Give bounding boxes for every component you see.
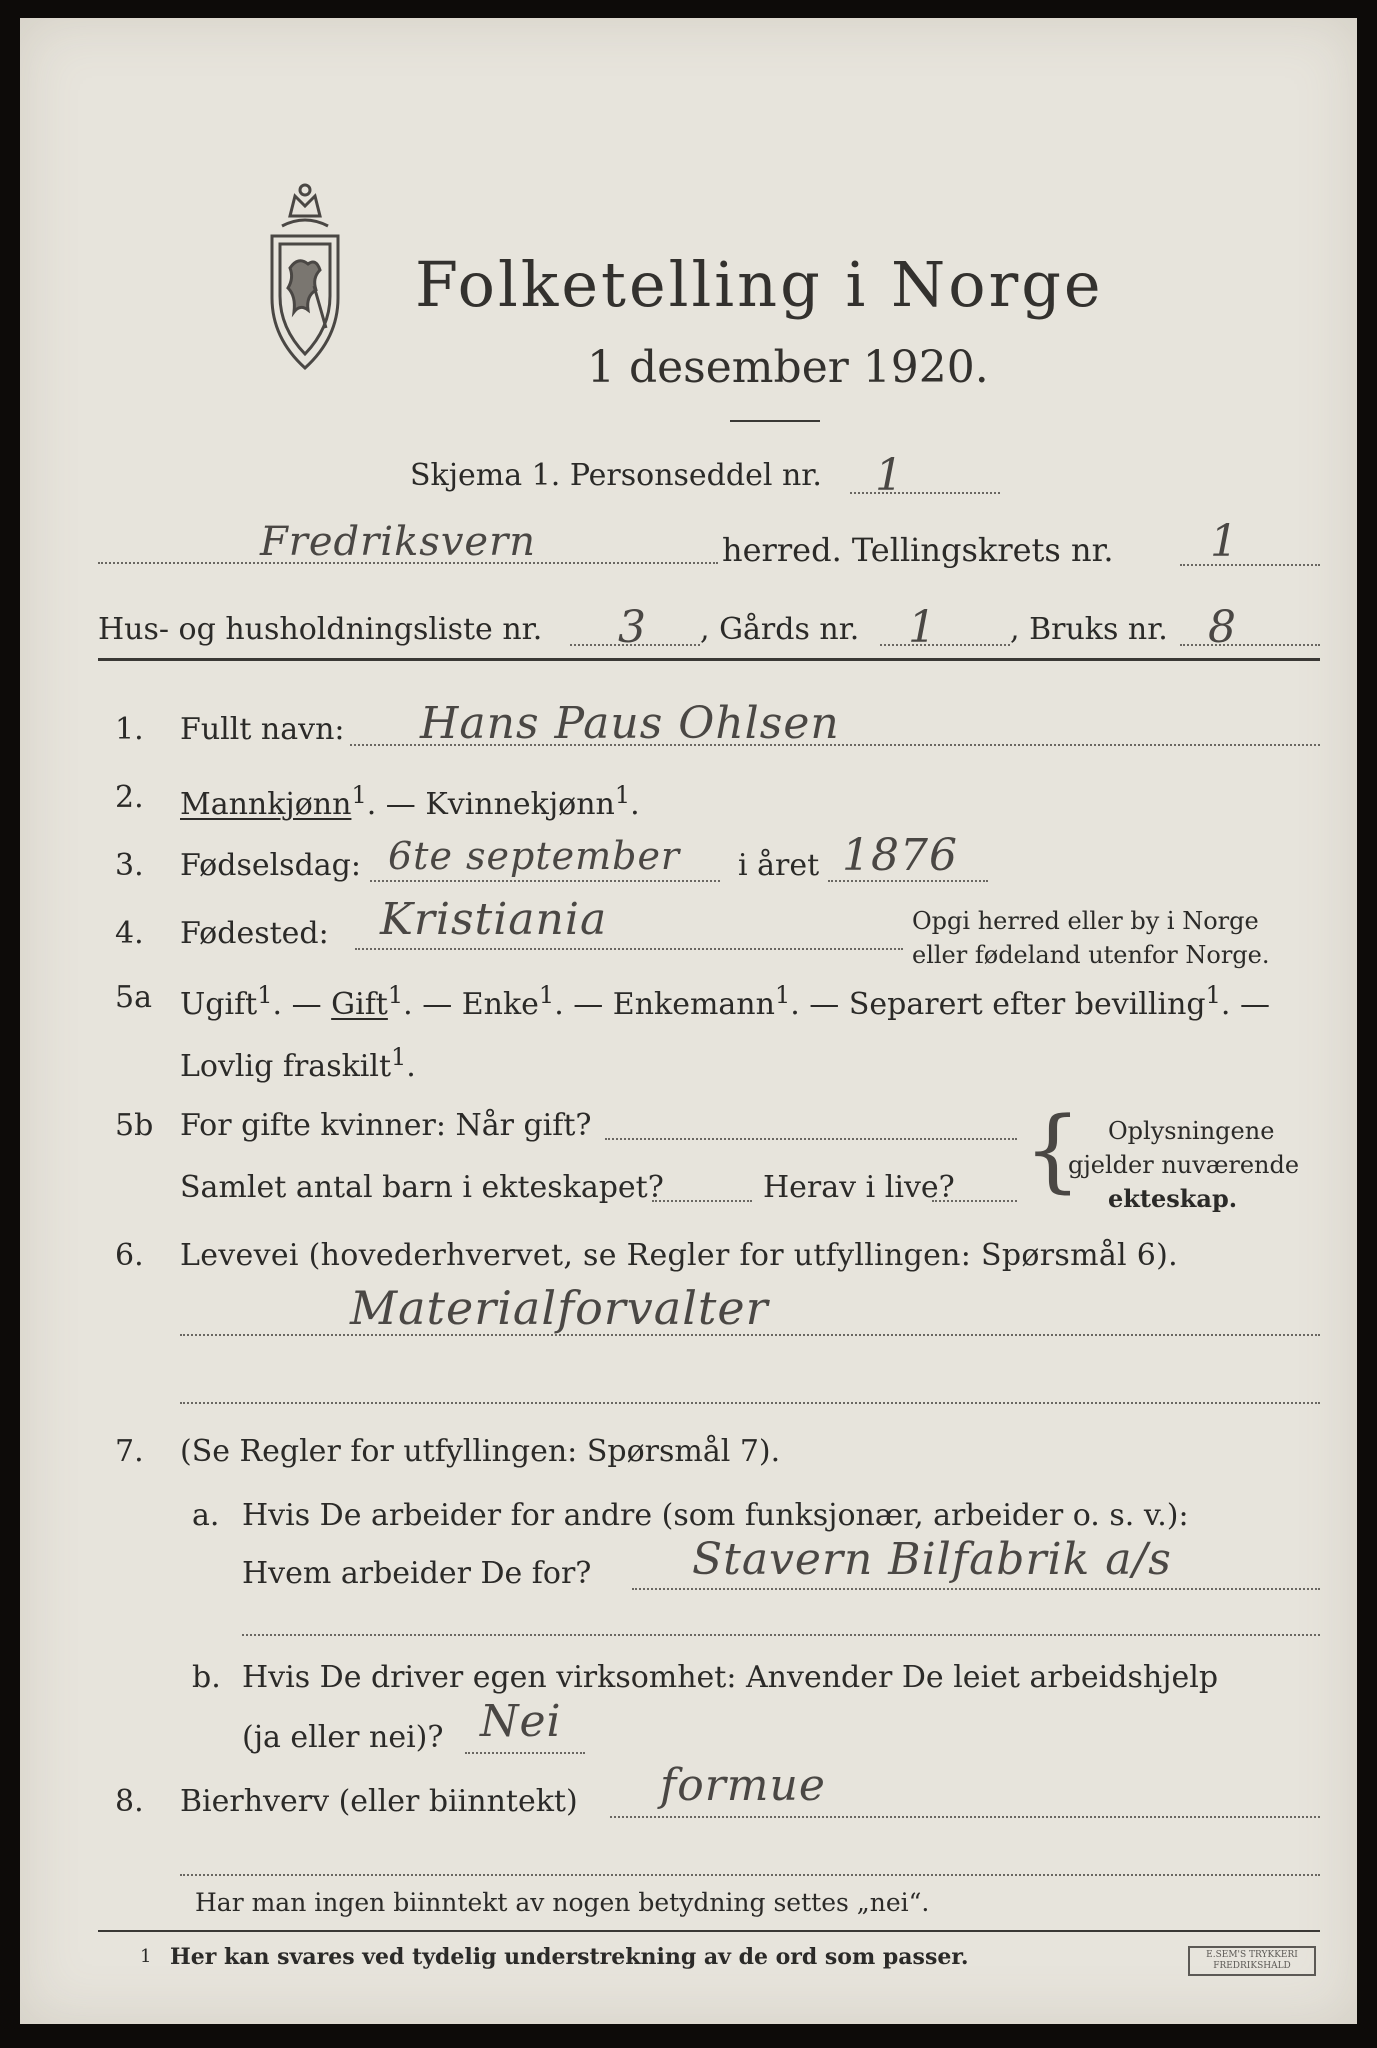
occupation-value: Materialforvalter [350,1281,769,1335]
q5b-note-1: Oplysningene [1108,1117,1275,1145]
q8-label: Bierhverv (eller biinntekt) [180,1784,578,1819]
enkemann-option[interactable]: Enkemann [612,987,775,1022]
q4-label: Fødested: [180,916,329,951]
q8-number: 8. [115,1784,144,1819]
q7b-number: b. [192,1660,221,1695]
male-option[interactable]: Mannkjønn [180,787,352,822]
bruks-label: , Bruks nr. [1010,612,1168,647]
note-brace: { [1024,1098,1082,1203]
ugift-option[interactable]: Ugift [180,987,258,1022]
personseddel-field[interactable] [850,492,1000,494]
full-name-value: Hans Paus Ohlsen [420,698,840,749]
children-count-field[interactable] [652,1200,752,1202]
footnote-text: Her kan svares ved tydelig understrekning av de ord som passer. [170,1944,969,1970]
q5b-note-3: ekteskap. [1108,1184,1238,1213]
footer-rule [98,1930,1320,1932]
female-option[interactable]: Kvinnekjønn [425,787,615,822]
birthdate-field[interactable] [370,880,720,882]
q5b-label-married: For gifte kvinner: Når gift? [180,1108,592,1143]
q3-label: Fødselsdag: [180,848,361,883]
printer-stamp: E.SEM'S TRYKKERI FREDRIKSHALD [1188,1946,1316,1976]
herred-value: Fredriksvern [260,519,536,565]
employer-field[interactable] [632,1588,1320,1590]
q6-number: 6. [115,1238,144,1273]
q1-label: Fullt navn: [180,712,345,747]
gift-option[interactable]: Gift [331,987,388,1022]
fraskilt-line: Lovlig fraskilt$^1$. [180,1043,416,1084]
birthplace-field[interactable] [355,948,903,950]
birthdate-value: 6te september [388,834,681,878]
marital-status-options: Ugift$^1$. — Gift$^1$. — Enke$^1$. — Enkemann$^1$. — Separert efter bevilling$^1$. — [180,981,1270,1022]
q7-number: 7. [115,1434,144,1469]
side-income-field-extra[interactable] [180,1874,1320,1876]
hired-help-value: Nei [480,1696,562,1747]
norwegian-coat-of-arms-icon [250,178,360,378]
q6-label: Levevei (hovederhvervet, se Regler for utfyllingen: Spørsmål 6). [180,1238,1178,1273]
q2-number: 2. [115,780,144,815]
bruks-field[interactable] [1180,644,1320,646]
footnote-number: 1 [140,1946,152,1967]
footer-note: Har man ingen biinntekt av nogen betydning settes „nei“. [195,1888,930,1917]
employer-field-extra[interactable] [242,1634,1320,1636]
hus-label: Hus- og husholdningsliste nr. [98,612,543,647]
q3-number: 3. [115,848,144,883]
q7a-number: a. [192,1498,220,1533]
occupation-field-extra[interactable] [180,1402,1320,1404]
tellingskrets-value: 1 [1210,516,1239,567]
q7-label: (Se Regler for utfyllingen: Spørsmål 7). [180,1434,781,1469]
children-living-field[interactable] [932,1200,1017,1202]
q7b-label-1: Hvis De driver egen virksomhet: Anvender De leiet arbeidshjelp [242,1660,1219,1695]
tellingskrets-field[interactable] [1180,564,1320,566]
gards-value: 1 [908,602,937,653]
fraskilt-option[interactable]: Lovlig fraskilt [180,1049,392,1084]
birthplace-note-1: Opgi herred eller by i Norge [912,907,1259,935]
q5b-label-living: Herav i live? [763,1170,955,1205]
census-form-page [20,18,1357,2024]
birthplace-note-2: eller fødeland utenfor Norge. [912,941,1270,969]
bruks-value: 8 [1208,602,1237,653]
birthyear-value: 1876 [842,830,958,881]
gards-label: , Gårds nr. [700,612,860,647]
personseddel-value: 1 [875,450,904,501]
separert-option[interactable]: Separert efter bevilling [848,987,1206,1022]
form-title: Folketelling i Norge [415,248,1104,321]
employer-value: Stavern Bilfabrik a/s [692,1534,1172,1585]
title-divider [730,420,820,422]
header-rule [98,658,1320,661]
birthplace-value: Kristiania [380,894,608,945]
enke-option[interactable]: Enke [461,987,539,1022]
form-date: 1 desember 1920. [587,342,989,393]
hus-value: 3 [618,602,647,653]
hired-help-field[interactable] [465,1752,585,1754]
side-income-value: formue [660,1760,826,1811]
q5a-number: 5a [115,980,152,1015]
q2-options: Mannkjønn$^1$. — Kvinnekjønn$^1$. [180,781,640,822]
gards-field[interactable] [880,644,1010,646]
herred-label: herred. Tellingskrets nr. [722,531,1114,569]
q7b-label-2: (ja eller nei)? [242,1720,444,1755]
q4-number: 4. [115,916,144,951]
side-income-field[interactable] [610,1816,1320,1818]
q7a-label-1: Hvis De arbeider for andre (som funksjonær, arbeider o. s. v.): [242,1498,1189,1533]
married-date-field[interactable] [605,1138,1017,1140]
schema-label: Skjema 1. Personseddel nr. [410,458,822,493]
q5b-note-2: gjelder nuværende [1068,1151,1300,1179]
q5b-label-children: Samlet antal barn i ekteskapet? [180,1170,664,1205]
year-label: i året [738,848,820,883]
q7a-label-2: Hvem arbeider De for? [242,1556,592,1591]
q5b-number: 5b [115,1108,154,1143]
q1-number: 1. [115,712,144,747]
